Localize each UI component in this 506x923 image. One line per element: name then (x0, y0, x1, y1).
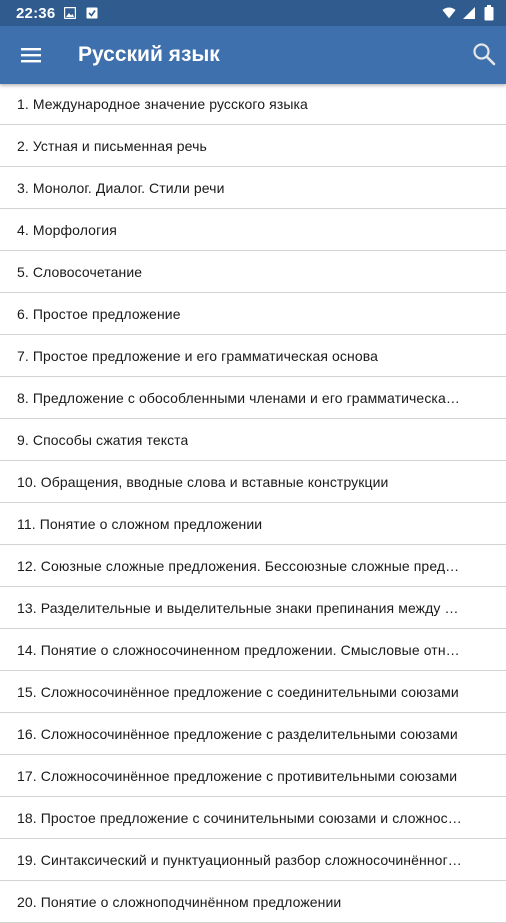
list-item[interactable] (0, 209, 506, 251)
list-item[interactable] (0, 335, 506, 377)
list-item-label: 13. Разделительные и выделительные знаки препинания между … (17, 599, 459, 616)
list-item[interactable] (0, 125, 506, 167)
battery-icon (482, 6, 496, 20)
list-item-label: 8. Предложение с обособленными членами и его грамматическа… (17, 389, 460, 406)
list-item-label: 9. Способы сжатия текста (17, 431, 189, 448)
list-item-label: 5. Словосочетание (17, 263, 143, 280)
list-item[interactable] (0, 461, 506, 503)
list-item[interactable] (0, 881, 506, 923)
wifi-icon (442, 6, 456, 20)
list-item[interactable] (0, 167, 506, 209)
list-item-label: 11. Понятие о сложном предложении (17, 515, 263, 532)
list-item[interactable] (0, 377, 506, 419)
notification-icon (85, 6, 99, 20)
list-item-label: 7. Простое предложение и его грамматическая основа (17, 347, 379, 364)
list-item-label: 20. Понятие о сложноподчинённом предложении (17, 893, 342, 910)
list-item-label: 12. Союзные сложные предложения. Бессоюзные сложные пред… (17, 557, 460, 574)
list-item-label: 10. Обращения, вводные слова и вставные конструкции (17, 473, 389, 490)
list-item[interactable] (0, 503, 506, 545)
list-item-label: 16. Сложносочинённое предложение с разделительными союзами (17, 725, 458, 742)
app-title: Русский язык (78, 43, 220, 66)
list-item[interactable] (0, 629, 506, 671)
list-item-label: 6. Простое предложение (17, 305, 181, 322)
search-icon[interactable] (470, 40, 498, 68)
list-item-label: 15. Сложносочинённое предложение с соединительными союзами (17, 683, 459, 700)
list-item-label: 19. Синтаксический и пунктуационный разбор сложносочинённог… (17, 851, 462, 868)
list-item-label: 4. Морфология (17, 221, 117, 238)
list-item[interactable] (0, 713, 506, 755)
list-item-label: 2. Устная и письменная речь (17, 137, 207, 154)
list-item[interactable] (0, 839, 506, 881)
list-item[interactable] (0, 797, 506, 839)
list-item[interactable] (0, 755, 506, 797)
list-item[interactable] (0, 84, 506, 125)
list-item-label: 17. Сложносочинённое предложение с противительными союзами (17, 767, 458, 784)
topics-list (0, 84, 506, 923)
image-icon (63, 6, 77, 20)
list-item[interactable] (0, 293, 506, 335)
signal-icon (462, 6, 476, 20)
list-item[interactable] (0, 671, 506, 713)
list-item-label: 14. Понятие о сложносочиненном предложении. Смысловые отн… (17, 641, 460, 658)
list-item-label: 3. Монолог. Диалог. Стили речи (17, 179, 225, 196)
list-item[interactable] (0, 587, 506, 629)
app-bar (0, 26, 506, 84)
list-item-label: 1. Международное значение русского языка (17, 96, 308, 112)
list-item[interactable] (0, 419, 506, 461)
list-item[interactable] (0, 251, 506, 293)
status-time: 22:36 (16, 4, 56, 22)
list-item[interactable] (0, 545, 506, 587)
list-item-label: 18. Простое предложение с сочинительными союзами и сложнос… (17, 809, 462, 826)
hamburger-menu-icon[interactable] (16, 40, 46, 70)
status-bar (0, 0, 506, 26)
